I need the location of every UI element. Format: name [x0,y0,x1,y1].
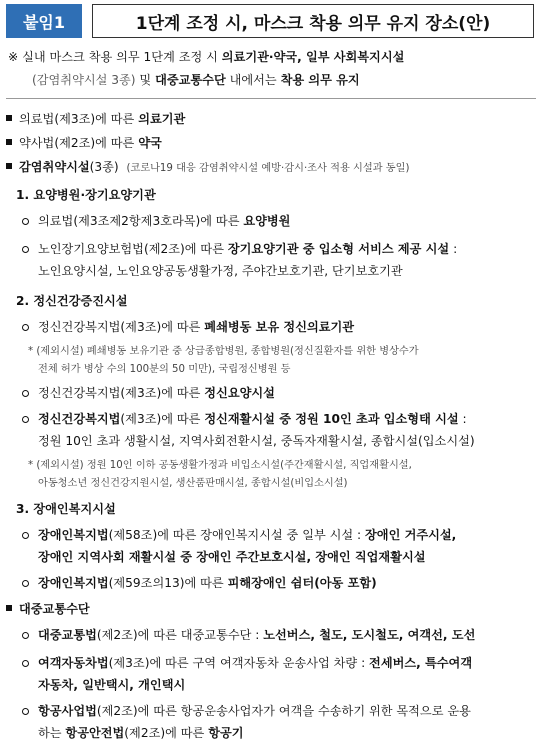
item-text: 약사법(제2조)에 따른 [19,136,139,150]
intro-text: (감염취약시설 3종) [32,73,136,87]
circle-bullet-icon [22,532,29,539]
square-bullet-icon [6,139,12,145]
intro-text: 내에서는 [225,73,281,87]
item-emphasis: 항공안전법 [65,726,125,740]
section-heading-1: 1. 요양병원·장기요양기관 [16,188,156,202]
item-emphasis: 정신요양시설 [204,386,275,400]
item-emphasis: 장기요양기관 중 입소형 서비스 제공 시설 [227,242,450,256]
item-emphasis: 감염취약시설 [19,160,90,174]
intro-text: 실내 마스크 착용 의무 1단계 조정 시 [22,50,222,64]
item-emphasis: 폐쇄병동 보유 정신의료기관 [204,320,355,334]
item-emphasis: 약국 [138,136,162,150]
list-item [22,526,456,543]
list-item-pharmacy [6,134,162,151]
section-heading-3: 3. 장애인복지시설 [16,502,116,516]
circle-bullet-icon [22,416,29,423]
circle-bullet-icon [22,708,29,715]
item-text: (제2조)에 따른 대중교통수단 : [96,628,264,642]
item-text: 정신건강복지법(제3조)에 따른 [38,386,205,400]
item-emphasis: 항공기 [208,726,244,740]
circle-bullet-icon [22,580,29,587]
intro-line-2 [8,69,538,92]
intro-emphasis: 착용 의무 유지 [280,73,360,87]
square-bullet-icon [6,115,12,121]
list-item-continuation: 자동차, 일반택시, 개인택시 [38,678,186,692]
item-text: : [449,242,458,256]
item-emphasis: 대중교통수단 [19,602,90,616]
square-bullet-icon [6,605,12,611]
item-emphasis: 장애인복지법 [38,528,109,542]
section-heading-2: 2. 정신건강증진시설 [16,294,128,308]
item-emphasis: 정신재활시설 중 정원 10인 초과 입소형태 시설 [204,412,459,426]
item-text: (제58조)에 따른 장애인복지시설 중 일부 시설 : [108,528,366,542]
item-emphasis: 피해장애인 쉼터(아동 포함) [227,576,377,590]
header [6,4,536,38]
item-text: (제3조)에 따른 [120,412,205,426]
list-item [22,240,457,257]
list-item-continuation: 장애인 지역사회 재활시설 중 장애인 주간보호시설, 장애인 직업재활시설 [38,550,426,564]
circle-bullet-icon [22,246,29,253]
item-text: 의료법(제3조)에 따른 [19,112,139,126]
item-text: 의료법(제3조제2항제3호라목)에 따른 [38,214,244,228]
item-emphasis: 장애인 거주시설, [365,528,457,542]
appendix-badge: 붙임1 [6,4,82,38]
intro-note [8,46,538,92]
divider [6,98,536,99]
list-item [22,212,290,229]
item-emphasis: 전세버스, 특수여객 [369,656,473,670]
circle-bullet-icon [22,390,29,397]
square-bullet-icon [6,163,12,169]
circle-bullet-icon [22,324,29,331]
list-item-vulnerable [6,158,409,175]
item-text: (제59조의13)에 따른 [108,576,228,590]
document-title: 1단계 조정 시, 마스크 착용 의무 유지 장소(안) [92,4,534,38]
intro-emphasis: 대중교통수단 [155,73,226,87]
circle-bullet-icon [22,632,29,639]
list-item [22,318,354,335]
reference-mark: ※ [8,50,19,64]
circle-bullet-icon [22,218,29,225]
item-text: (3종) [89,160,119,174]
item-text: 노인장기요양보험법(제2조)에 따른 [38,242,228,256]
item-emphasis: 노선버스, 철도, 도시철도, 여객선, 도선 [263,628,476,642]
list-item [22,626,475,643]
item-text: (제3조)에 따른 구역 여객자동차 운송사업 차량 : [108,656,370,670]
item-text: (제2조)에 따른 항공운송사업자가 여객을 수송하기 위한 목적으로 운용 [96,704,471,718]
list-item-continuation: 정원 10인 초과 생활시설, 지역사회전환시설, 중독자재활시설, 종합시설(입소시설) [38,434,475,448]
list-item-transport [6,600,90,617]
list-item-continuation: 노인요양시설, 노인요양공동생활가정, 주야간보호기관, 단기보호기관 [38,264,403,278]
list-item [22,654,472,671]
item-emphasis: 정신건강복지법 [38,412,121,426]
intro-line-1 [8,46,538,69]
item-emphasis: 여객자동차법 [38,656,109,670]
item-text: 정신건강복지법(제3조)에 따른 [38,320,205,334]
exclusion-note-line: 아동청소년 정신건강지원시설, 생산품판매시설, 종합시설(비입소시설) [38,478,348,489]
item-note: (코로나19 대응 감염취약시설 예방·감시·조사 적용 시설과 동일) [126,163,410,174]
item-emphasis: 항공사업법 [38,704,97,718]
list-item-medical [6,110,185,127]
list-item [22,384,275,401]
exclusion-note-line: * (제외시설) 정원 10인 이하 공동생활가정과 비입소시설(주간재활시설, 직업재활시설, [28,460,412,471]
exclusion-note-line: * (제외시설) 폐쇄병동 보유기관 중 상급종합병원, 종합병원(정신질환자를 위한 병상수가 [28,346,419,357]
intro-text: 및 [135,73,156,87]
item-text: 하는 [38,726,66,740]
circle-bullet-icon [22,660,29,667]
list-item [22,702,471,719]
intro-emphasis: 의료기관·약국, 일부 사회복지시설 [221,50,405,64]
exclusion-note-line: 전체 허가 병상 수의 100분의 50 미만), 국립정신병원 등 [38,364,291,375]
item-text: (제2조)에 따른 [124,726,209,740]
list-item [22,574,377,591]
list-item [22,410,467,427]
item-text: : [458,412,467,426]
item-emphasis: 요양병원 [243,214,291,228]
item-emphasis: 의료기관 [138,112,186,126]
item-emphasis: 대중교통법 [38,628,97,642]
item-emphasis: 장애인복지법 [38,576,109,590]
list-item-continuation [38,724,244,741]
